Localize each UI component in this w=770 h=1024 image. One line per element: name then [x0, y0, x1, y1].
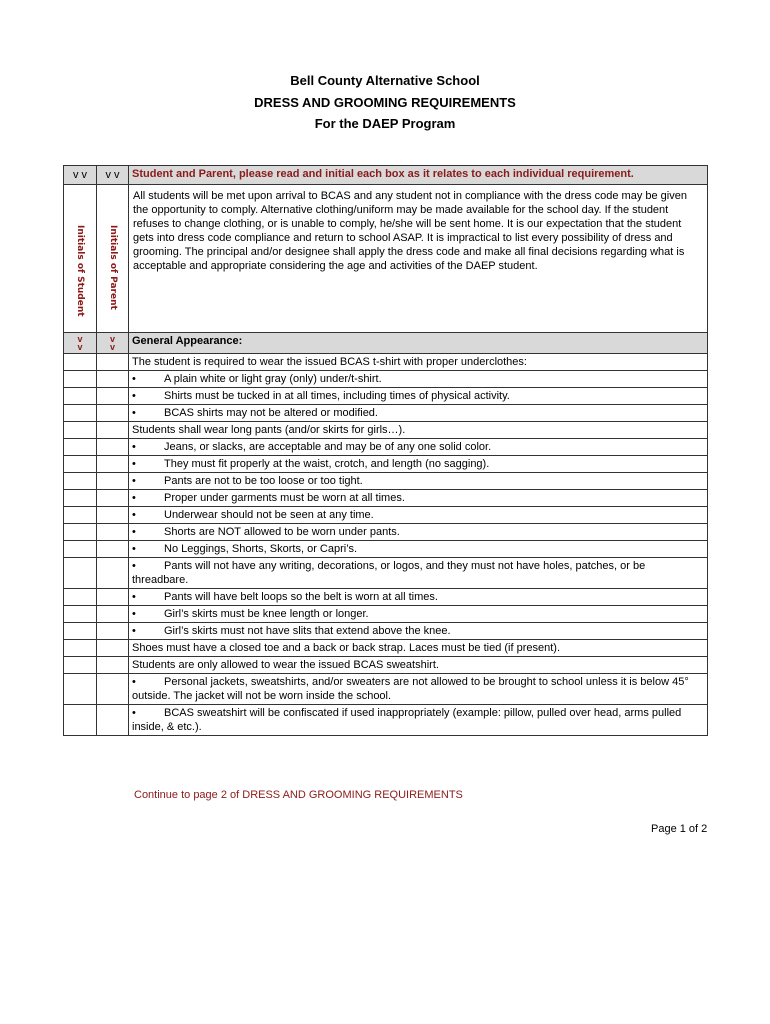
student-initials-cell[interactable]: [64, 524, 97, 541]
bullet-icon: •: [132, 560, 136, 572]
bullet-icon: •: [132, 373, 136, 385]
requirement-label: The student is required to wear the issued BCAS t-shirt with proper underclothes:: [132, 356, 527, 368]
requirement-text: [129, 623, 708, 640]
intro-paragraph: All students will be met upon arrival to BCAS and any student not in compliance with the dress code may be given the opportunity to comply. Alternative clothing/uniform may be made available for the school day. If the student refuses to change clothing, or is unable to comply, he/she will be sent home. It is our expectation that the student gets into dress code compliance and return to school ASAP. It is impractical to list every possibility of dress and grooming. The principal and/or designee shall apply the dress code and make all final decisions regarding what is acceptable and appropriate considering the age and activities of the DAEP student.: [129, 185, 708, 333]
instruction-text: Student and Parent, please read and initial each box as it relates to each individual requirement.: [129, 166, 708, 185]
requirement-label: Shorts are NOT allowed to be worn under pants.: [164, 526, 400, 538]
student-initials-box[interactable]: [64, 185, 97, 333]
requirement-label: Jeans, or slacks, are acceptable and may be of any one solid color.: [164, 441, 492, 453]
requirement-text: [129, 371, 708, 388]
student-initials-cell[interactable]: [64, 422, 97, 439]
requirement-label: Girl’s skirts must not have slits that extend above the knee.: [164, 625, 451, 637]
table-row: [64, 507, 708, 524]
table-row: [64, 640, 708, 657]
table-row: [64, 422, 708, 439]
requirement-label: Underwear should not be seen at any time.: [164, 509, 374, 521]
table-row: [64, 524, 708, 541]
parent-initials-box[interactable]: [97, 185, 129, 333]
parent-initials-cell[interactable]: [97, 473, 129, 490]
student-initials-cell[interactable]: [64, 589, 97, 606]
parent-initials-cell[interactable]: [97, 456, 129, 473]
table-row: [64, 606, 708, 623]
requirement-text: [129, 558, 708, 589]
requirement-text: [129, 705, 708, 736]
requirement-label: No Leggings, Shorts, Skorts, or Capri’s.: [164, 543, 357, 555]
parent-initials-cell[interactable]: [97, 524, 129, 541]
requirement-text: [129, 674, 708, 705]
parent-initials-cell[interactable]: [97, 589, 129, 606]
student-initials-label: Initials of Student: [75, 225, 85, 317]
requirement-label: Pants will not have any writing, decorations, or logos, and they must not have holes, patches, or be threadbare.: [132, 560, 646, 586]
requirement-label: BCAS sweatshirt will be confiscated if used inappropriately (example: pillow, pulled over head, arms pulled inside, & etc.).: [132, 707, 682, 733]
table-row: [64, 456, 708, 473]
requirement-text: [129, 490, 708, 507]
bullet-icon: •: [132, 526, 136, 538]
bullet-icon: •: [132, 676, 136, 688]
requirement-label: Pants are not to be too loose or too tight.: [164, 475, 363, 487]
parent-initials-label: Initials of Parent: [107, 225, 118, 310]
table-row: [64, 705, 708, 736]
parent-initials-cell[interactable]: [97, 674, 129, 705]
student-initials-cell[interactable]: [64, 439, 97, 456]
bullet-icon: •: [132, 475, 136, 487]
parent-initials-cell[interactable]: [97, 405, 129, 422]
bullet-icon: •: [132, 390, 136, 402]
school-name: Bell County Alternative School: [290, 73, 480, 88]
student-initials-cell[interactable]: [64, 507, 97, 524]
parent-initials-cell[interactable]: [97, 439, 129, 456]
bullet-icon: •: [132, 407, 136, 419]
student-initials-cell[interactable]: [64, 606, 97, 623]
student-initials-cell[interactable]: [64, 456, 97, 473]
bullet-icon: •: [132, 492, 136, 504]
bullet-icon: •: [132, 608, 136, 620]
requirement-text: [129, 473, 708, 490]
parent-initials-cell[interactable]: [97, 623, 129, 640]
student-initials-cell[interactable]: [64, 657, 97, 674]
bullet-icon: •: [132, 707, 136, 719]
student-initials-cell[interactable]: [64, 354, 97, 371]
requirement-label: Proper under garments must be worn at all times.: [164, 492, 405, 504]
bullet-icon: •: [132, 543, 136, 555]
parent-initials-cell[interactable]: [97, 541, 129, 558]
bullet-icon: •: [132, 441, 136, 453]
requirements-table: [63, 165, 708, 736]
table-row: [64, 558, 708, 589]
parent-initials-cell[interactable]: [97, 371, 129, 388]
student-initials-cell[interactable]: [64, 541, 97, 558]
student-initials-cell[interactable]: [64, 674, 97, 705]
requirement-label: Shirts must be tucked in at all times, including times of physical activity.: [164, 390, 510, 402]
requirement-label: Students shall wear long pants (and/or skirts for girls…).: [132, 424, 406, 436]
student-initials-cell[interactable]: [64, 473, 97, 490]
student-initials-cell[interactable]: [64, 371, 97, 388]
parent-initials-cell[interactable]: [97, 354, 129, 371]
table-row: [64, 388, 708, 405]
requirement-text: [129, 456, 708, 473]
page-number: Page 1 of 2: [651, 823, 708, 835]
student-initials-cell[interactable]: [64, 490, 97, 507]
student-initials-cell[interactable]: [64, 623, 97, 640]
student-initials-cell[interactable]: [64, 388, 97, 405]
requirement-text: [129, 507, 708, 524]
requirement-text: [129, 388, 708, 405]
bullet-icon: •: [132, 625, 136, 637]
student-down-arrow-icon: v v: [64, 333, 97, 354]
table-row: [64, 541, 708, 558]
continue-note: Continue to page 2 of DRESS AND GROOMING REQUIREMENTS: [134, 789, 463, 801]
table-row: [64, 623, 708, 640]
table-row: [64, 490, 708, 507]
table-row: [64, 589, 708, 606]
parent-initials-cell[interactable]: [97, 388, 129, 405]
requirement-text: [129, 405, 708, 422]
parent-initials-cell[interactable]: [97, 606, 129, 623]
parent-arrow-icon: v v: [97, 166, 129, 185]
parent-initials-cell[interactable]: [97, 657, 129, 674]
document-title: DRESS AND GROOMING REQUIREMENTS: [254, 95, 516, 110]
instruction-row: [64, 166, 708, 185]
requirement-text: [129, 606, 708, 623]
intro-row: [64, 185, 708, 333]
parent-initials-cell[interactable]: [97, 422, 129, 439]
requirement-label: BCAS shirts may not be altered or modified.: [164, 407, 378, 419]
section-row: [64, 333, 708, 354]
student-initials-cell[interactable]: [64, 558, 97, 589]
requirement-label: They must fit properly at the waist, crotch, and length (no sagging).: [164, 458, 490, 470]
parent-down-arrow-icon: v v: [97, 333, 129, 354]
parent-initials-cell[interactable]: [97, 640, 129, 657]
section-title: General Appearance:: [129, 333, 708, 354]
student-initials-cell[interactable]: [64, 405, 97, 422]
requirement-text: [129, 439, 708, 456]
requirement-text: [129, 640, 708, 657]
parent-initials-cell[interactable]: [97, 507, 129, 524]
program-subtitle: For the DAEP Program: [314, 116, 456, 131]
requirement-text: [129, 589, 708, 606]
table-row: [64, 354, 708, 371]
table-row: [64, 405, 708, 422]
requirement-text: [129, 541, 708, 558]
requirement-text: [129, 657, 708, 674]
requirement-label: A plain white or light gray (only) under/t-shirt.: [164, 373, 382, 385]
parent-initials-cell[interactable]: [97, 490, 129, 507]
table-row: [64, 371, 708, 388]
requirement-label: Students are only allowed to wear the issued BCAS sweatshirt.: [132, 659, 439, 671]
student-arrow-icon: v v: [64, 166, 97, 185]
requirement-label: Shoes must have a closed toe and a back or back strap. Laces must be tied (if present).: [132, 642, 561, 654]
bullet-icon: •: [132, 509, 136, 521]
table-row: [64, 473, 708, 490]
requirement-text: [129, 422, 708, 439]
table-row: [64, 674, 708, 705]
table-row: [64, 439, 708, 456]
parent-initials-cell[interactable]: [97, 705, 129, 736]
student-initials-cell[interactable]: [64, 705, 97, 736]
bullet-icon: •: [132, 591, 136, 603]
requirement-text: [129, 524, 708, 541]
parent-initials-cell[interactable]: [97, 558, 129, 589]
requirement-label: Personal jackets, sweatshirts, and/or sweaters are not allowed to be brought to school unless it is below 45° outside. The jacket will not be worn inside the school.: [132, 676, 689, 702]
table-row: [64, 657, 708, 674]
requirement-text: [129, 354, 708, 371]
requirement-label: Girl’s skirts must be knee length or longer.: [164, 608, 369, 620]
requirement-label: Pants will have belt loops so the belt is worn at all times.: [164, 591, 438, 603]
bullet-icon: •: [132, 458, 136, 470]
student-initials-cell[interactable]: [64, 640, 97, 657]
